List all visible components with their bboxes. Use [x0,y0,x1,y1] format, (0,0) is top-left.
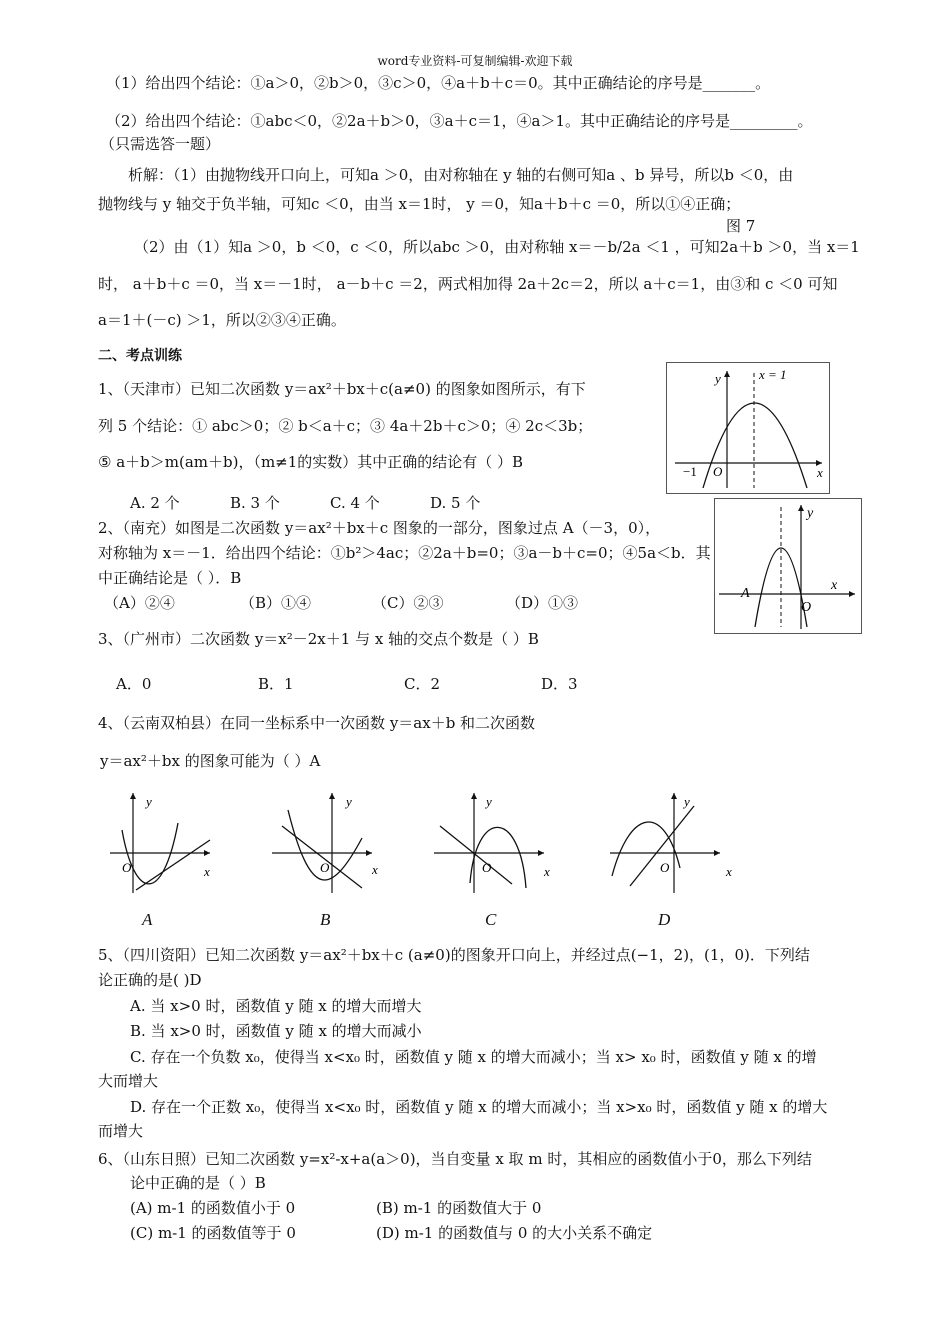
q1-neg1-label: −1 [683,464,697,479]
q2-figure [714,498,862,634]
q5-option-a: A. 当 x>0 时，函数值 y 随 x 的增大而增大 [130,997,422,1015]
q6-line-1: 6、（山东日照）已知二次函数 y=x²-x+a(a＞0)，当自变量 x 取 m 时，其相应的函数值小于0，那么下列结 [98,1150,812,1168]
q1-x-label: x [817,465,823,480]
q5-option-d-2: 而增大 [98,1122,144,1140]
q4c-x: x [544,864,550,879]
q2-y-label: y [807,506,814,521]
q5-option-d-1: D. 存在一个正数 x₀，使得当 x<x₀ 时，函数值 y 随 x 的增大而减小；当 x>x₀ 时，函数值 y 随 x 的增大 [130,1098,828,1116]
q2-x-arrow [849,591,855,597]
q1-line-1: 1、（天津市）已知二次函数 y＝ax²＋bx＋c(a≠0) 的图象如图所示，有下 [98,380,586,398]
q1-figure [666,362,830,494]
q1-graph [667,363,829,493]
q2-line-3: 中正确结论是（ ）．B [98,569,242,587]
q2-point-a-label: A [741,586,750,601]
q4c-y: y [486,794,492,809]
q1-xeq-label: x = 1 [759,367,787,382]
q4a-x: x [204,864,210,879]
q1-y-label: y [715,371,721,386]
q4-label-a: A [142,910,153,929]
q1-option-a: A. 2 个 [130,494,180,512]
q2-origin-label: O [801,600,812,615]
q1-y-arrow [724,371,730,377]
q6-option-b: (B) m-1 的函数值大于 0 [376,1199,542,1217]
q1-option-b: B. 3 个 [230,494,280,512]
q2-option-c: （C）②③ [372,594,444,612]
q5-line-2: 论正确的是( )D [98,971,202,989]
q1-line-2: 列 5 个结论：① abc＞0；② b＜a＋c；③ 4a＋2b＋c＞0；④ 2c＜3b； [98,417,593,435]
q2-line-1: 2、（南充）如图是二次函数 y＝ax²＋bx＋c 图象的一部分，图象过点 A（－3，0）， [98,519,661,537]
q4-label-c: C [485,910,497,929]
q4b-x: x [372,862,378,877]
q5-line-1: 5、（四川资阳）已知二次函数 y＝ax²＋bx＋c (a≠0)的图象开口向上，并经过点(−1，2)，(1，0)．下列结 [98,946,810,964]
analysis-line-2: 抛物线与 y 轴交于负半轴，可知c ＜0，由当 x＝1时， y ＝0，知a＋b＋c ＝0，所以①④正确； [98,195,741,213]
q3-option-d: D．3 [541,675,578,693]
q6-option-c: (C) m-1 的函数值等于 0 [130,1224,296,1242]
q2-option-a: （A）②④ [104,594,175,612]
q2-y-arrow [798,505,804,511]
q4d-o: O [660,860,670,875]
q0-part1: （1）给出四个结论：①a＞0，②b＞0，③c＞0，④a＋b＋c＝0。其中正确结论的序号是_______。 [106,74,771,92]
analysis-line-5: a＝1＋(－c) ＞1，所以②③④正确。 [98,311,346,329]
q0-part2: （2）给出四个结论：①abc＜0，②2a＋b＞0，③a＋c＝1，④a＞1。其中正确结论的序号是_________。 [106,112,813,130]
q4d-parabola [612,822,680,876]
q6-line-2: 论中正确的是（ ）B [130,1174,266,1192]
page-header: word专业资料-可复制编辑-欢迎下载 [377,54,573,68]
q3-option-a: A．0 [116,675,152,693]
q4d-y: y [684,794,690,809]
q4d-x: x [726,864,732,879]
q5-option-c-1: C. 存在一个负数 x₀，使得当 x<x₀ 时，函数值 y 随 x 的增大而减小；当 x> x₀ 时，函数值 y 随 x 的增 [130,1048,817,1066]
figure-7-caption: 图 7 [726,217,756,235]
q4-label-d: D [658,910,671,929]
q1-origin-label: O [713,464,723,479]
q2-line-2: 对称轴为 x＝－1．给出四个结论：①b²＞4ac；②2a＋b=0；③a－b＋c=0；④5a＜b．其 [98,544,711,562]
q4a-o: O [122,860,132,875]
q1-option-c: C. 4 个 [330,494,380,512]
q1-option-d: D. 5 个 [430,494,481,512]
q4-line-1: 4、（云南双柏县）在同一坐标系中一次函数 y＝ax＋b 和二次函数 [98,714,536,732]
q4b-y: y [346,794,352,809]
section-title: 二、考点训练 [98,348,182,364]
q4c-line [440,826,512,884]
analysis-line-4: 时， a＋b＋c ＝0，当 x＝－1时， a－b＋c ＝2，两式相加得 2a＋2c＝2，所以 a＋c＝1，由③和 c ＜0 可知 [98,275,838,293]
q5-option-c-2: 大而增大 [98,1072,159,1090]
q4-graphs [100,788,750,898]
q2-graph [715,499,861,633]
q0-note: （只需选答一题） [100,135,221,153]
analysis-line-3: （2）由（1）知a ＞0，b ＜0，c ＜0，所以abc ＞0，由对称轴 x＝－b/2a ＜1 ，可知2a＋b ＞0，当 x＝1 [134,238,860,256]
q4-graph-a [110,793,210,893]
q4b-o: O [320,860,330,875]
q4-graph-d [610,793,732,893]
q3-option-c: C．2 [404,675,441,693]
q2-x-label: x [831,578,838,593]
q2-option-b: （B）①④ [240,594,312,612]
q4-graph-c [434,793,550,893]
q4-graph-b [272,793,378,893]
analysis-line-1: 析解：（1）由抛物线开口向上，可知a ＞0，由对称轴在 y 轴的右侧可知a 、b 异号，所以b ＜0，由 [128,166,794,184]
q3-line: 3、（广州市）二次函数 y＝x²－2x＋1 与 x 轴的交点个数是（ ）B [98,630,539,648]
q4b-line [282,826,362,888]
q4-line-2: y＝ax²＋bx 的图象可能为（ ）A [100,752,321,770]
q2-option-d: （D）①③ [506,594,579,612]
q4c-o: O [482,860,492,875]
q6-option-d: (D) m-1 的函数值与 0 的大小关系不确定 [376,1224,653,1242]
q1-line-3: ⑤ a＋b＞m(am＋b)，（m≠1的实数）其中正确的结论有（ ）B [98,453,524,471]
q5-option-b: B. 当 x>0 时，函数值 y 随 x 的增大而减小 [130,1022,422,1040]
q4a-y: y [146,794,152,809]
q4-label-b: B [320,910,331,929]
q6-option-a: (A) m-1 的函数值小于 0 [130,1199,296,1217]
q3-option-b: B．1 [258,675,294,693]
